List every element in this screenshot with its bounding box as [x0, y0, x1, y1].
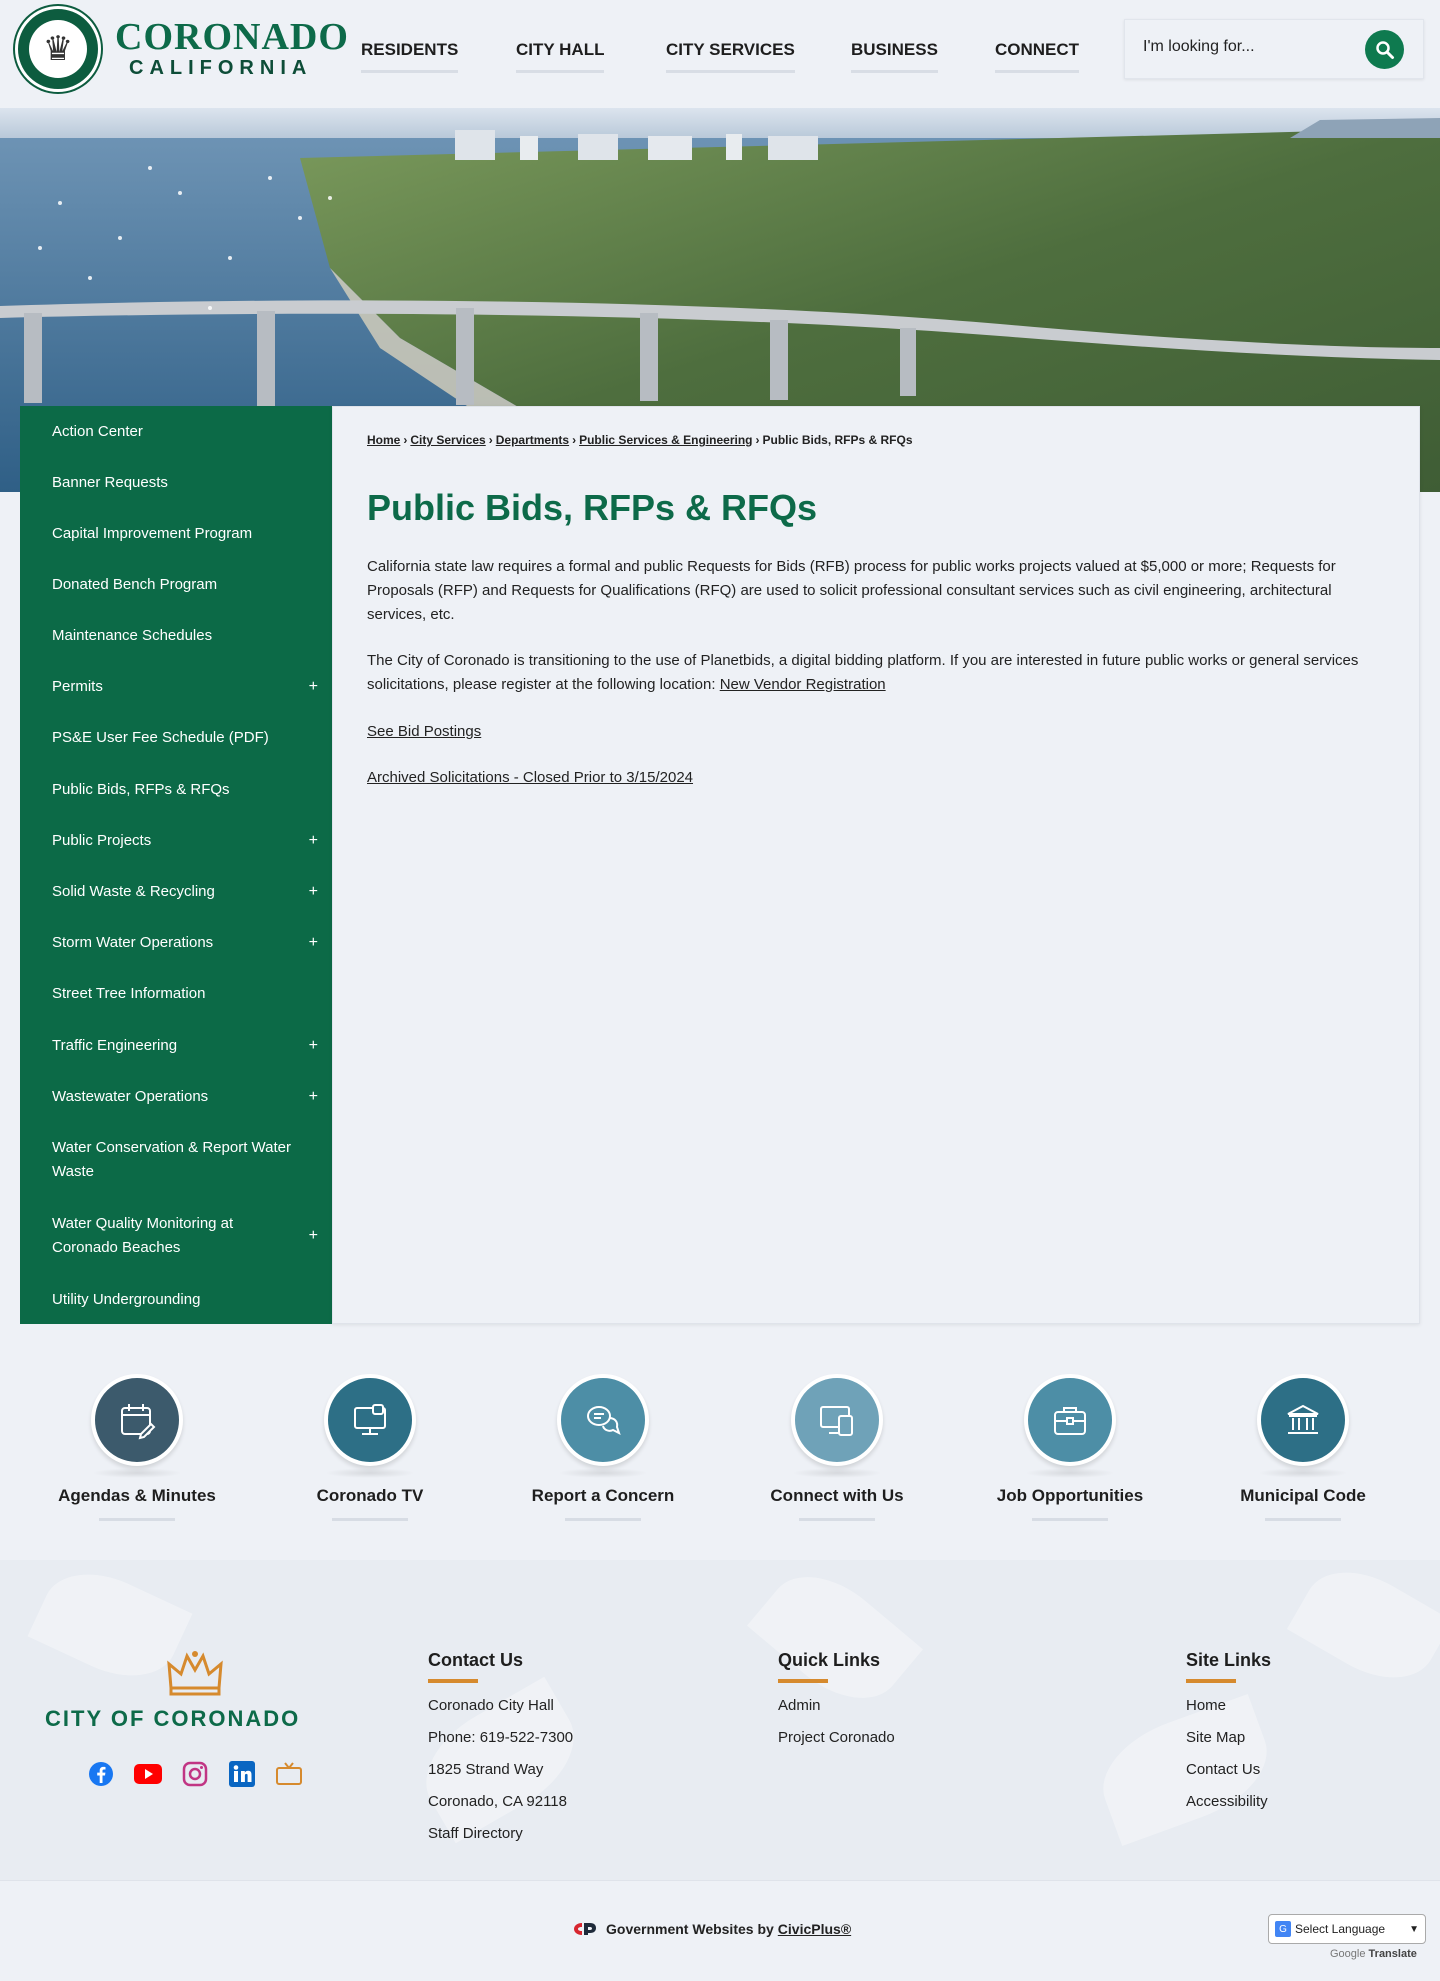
instagram-icon[interactable] [181, 1760, 209, 1788]
nav-city-services[interactable]: CITY SERVICES [666, 40, 795, 73]
footer-link-admin[interactable]: Admin [778, 1697, 821, 1714]
footer-link-contact[interactable]: Contact Us [1186, 1761, 1261, 1778]
breadcrumb-home[interactable]: Home [367, 433, 401, 447]
footer-heading: Site Links [1186, 1650, 1272, 1670]
heading-accent-bar [778, 1679, 828, 1683]
expand-icon[interactable]: + [308, 883, 318, 900]
icon-shadow [1025, 1468, 1115, 1478]
sidebar-item-label: PS&E User Fee Schedule (PDF) [52, 729, 269, 746]
devices-icon [791, 1374, 883, 1466]
planetbids-text: The City of Coronado is transitioning to the use of Planetbids, a digital bidding platform. If you are interested in future public works or general services solicitations, please register at the following location: [367, 652, 1359, 693]
underline-bar [332, 1518, 408, 1521]
tv-icon[interactable] [275, 1760, 303, 1788]
footer-heading: Quick Links [778, 1650, 881, 1670]
nav-residents[interactable]: RESIDENTS [361, 40, 458, 73]
sidebar-item-label: Public Projects [52, 832, 152, 849]
expand-icon[interactable]: + [308, 678, 318, 695]
chevron-down-icon: ▼ [1409, 1923, 1419, 1935]
page-title: Public Bids, RFPs & RFQs [367, 487, 818, 528]
breadcrumb [367, 433, 913, 447]
sidebar-item-traffic-engineering[interactable] [20, 1034, 332, 1058]
sidebar-item-storm-water[interactable] [20, 931, 332, 955]
sidebar-item-public-bids[interactable] [20, 778, 332, 802]
footer-site-links-column [1186, 1650, 1271, 1823]
logo-subtitle: CALIFORNIA [129, 57, 313, 79]
heading-accent-bar [1186, 1679, 1236, 1683]
nav-city-hall[interactable]: CITY HALL [516, 40, 604, 73]
underline-bar [565, 1518, 641, 1521]
breadcrumb-public-services[interactable]: Public Services & Engineering [579, 433, 753, 447]
quick-link-connect[interactable] [737, 1374, 937, 1521]
intro-paragraph: California state law requires a formal and public Requests for Bids (RFB) process for public works projects valued at $5,000 or more; Requests for Proposals (RFP) and Requests for Qualifications (RFQ) are used to solicit professional consultant services such as civil engineering, architectural services, etc. [367, 558, 1336, 623]
search-input[interactable] [1143, 38, 1363, 56]
sidebar-item-label: Traffic Engineering [52, 1037, 178, 1054]
underline-bar [1032, 1518, 1108, 1521]
footer-link-site-map[interactable]: Site Map [1186, 1729, 1246, 1746]
monitor-icon [324, 1374, 416, 1466]
quick-link-label: Coronado TV [316, 1486, 424, 1505]
sidebar-item-label: Water Quality Monitoring at Coronado Beaches [52, 1215, 234, 1256]
see-bid-postings-link[interactable]: See Bid Postings [367, 723, 482, 740]
sidebar-item-label: Street Tree Information [52, 985, 206, 1002]
footer-phone: Phone: 619-522-7300 [428, 1729, 574, 1746]
footer-link-accessibility[interactable]: Accessibility [1186, 1793, 1268, 1810]
civicplus-credit [572, 1921, 851, 1937]
footer-heading: Contact Us [428, 1650, 524, 1670]
heading-accent-bar [428, 1679, 478, 1683]
sidebar-item-utility-undergrounding[interactable] [20, 1288, 332, 1312]
google-translate-icon: G [1275, 1921, 1291, 1937]
search-box [1124, 19, 1424, 79]
leaf-pattern [1287, 1560, 1440, 1699]
sidebar-item-street-tree[interactable] [20, 982, 332, 1006]
quick-link-label: Connect with Us [770, 1486, 904, 1505]
breadcrumb-separator: › [572, 433, 577, 447]
language-select[interactable] [1268, 1914, 1426, 1944]
footer-address-line: Coronado City Hall [428, 1697, 554, 1714]
quick-link-coronado-tv[interactable] [270, 1374, 470, 1521]
sidebar-item-donated-bench[interactable] [20, 573, 332, 597]
footer-link-home[interactable]: Home [1186, 1697, 1227, 1714]
sidebar-item-solid-waste[interactable] [20, 880, 332, 904]
breadcrumb-separator: › [488, 433, 493, 447]
icon-shadow [558, 1468, 648, 1478]
breadcrumb-current: Public Bids, RFPs & RFQs [762, 433, 913, 447]
sidebar-item-public-projects[interactable] [20, 829, 332, 853]
nav-business[interactable]: BUSINESS [851, 40, 938, 73]
archived-solicitations-link[interactable]: Archived Solicitations - Closed Prior to 3/15/2024 [367, 769, 694, 786]
sidebar-item-label: Banner Requests [52, 474, 168, 491]
civicplus-link[interactable]: CivicPlus® [777, 1921, 852, 1937]
sidebar-item-label: Capital Improvement Program [52, 525, 253, 542]
expand-icon[interactable]: + [308, 1227, 318, 1244]
new-vendor-registration-link[interactable]: New Vendor Registration [719, 676, 886, 693]
quick-link-municipal-code[interactable] [1203, 1374, 1403, 1521]
quick-link-label: Report a Concern [531, 1486, 675, 1505]
planetbids-paragraph [367, 649, 1387, 697]
quick-link-label: Municipal Code [1240, 1486, 1366, 1505]
expand-icon[interactable]: + [308, 832, 318, 849]
sidebar-item-label: Water Conservation & Report Water Waste [52, 1139, 291, 1180]
crown-icon [165, 1650, 225, 1701]
main-content [332, 406, 1420, 1324]
sidebar-item-pse-fee-schedule[interactable] [20, 726, 332, 750]
breadcrumb-city-services[interactable]: City Services [410, 433, 486, 447]
sidebar-item-label: Maintenance Schedules [52, 627, 213, 644]
breadcrumb-separator: › [403, 433, 408, 447]
nav-connect[interactable]: CONNECT [995, 40, 1079, 73]
breadcrumb-departments[interactable]: Departments [495, 433, 570, 447]
footer-link-project-coronado[interactable]: Project Coronado [778, 1729, 895, 1746]
icon-shadow [792, 1468, 882, 1478]
sidebar-item-permits[interactable] [20, 675, 332, 699]
quick-link-report-concern[interactable] [503, 1374, 703, 1521]
civicplus-text: Government Websites by [606, 1921, 774, 1937]
quick-link-jobs[interactable] [970, 1374, 1170, 1521]
sidebar-item-label: Action Center [52, 423, 143, 440]
powered-google-text: Google [1330, 1948, 1366, 1960]
footer-staff-directory-link[interactable]: Staff Directory [428, 1825, 523, 1842]
icon-shadow [92, 1468, 182, 1478]
sidebar-item-water-conservation[interactable] [20, 1136, 332, 1184]
footer-quick-links-column [778, 1650, 895, 1759]
footer-contact-column [428, 1650, 573, 1855]
icon-shadow [1258, 1468, 1348, 1478]
expand-icon[interactable]: + [308, 1088, 318, 1105]
building-columns-icon [1257, 1374, 1349, 1466]
facebook-icon[interactable] [87, 1760, 115, 1788]
breadcrumb-separator: › [755, 433, 760, 447]
briefcase-icon [1024, 1374, 1116, 1466]
site-logo[interactable] [115, 18, 349, 80]
sidebar-item-label: Wastewater Operations [52, 1088, 209, 1105]
youtube-icon[interactable] [134, 1760, 162, 1788]
footer-address-line: 1825 Strand Way [428, 1761, 544, 1778]
expand-icon[interactable]: + [308, 1037, 318, 1054]
sidebar-item-label: Utility Undergrounding [52, 1291, 201, 1308]
footer-logo-text[interactable]: CITY OF CORONADO [45, 1706, 301, 1731]
sidebar-item-maintenance-schedules[interactable] [20, 624, 332, 648]
quick-link-label: Job Opportunities [996, 1486, 1144, 1505]
powered-by-google[interactable] [1330, 1948, 1417, 1960]
sidebar-item-wastewater[interactable] [20, 1085, 332, 1109]
site-header [0, 0, 1440, 108]
bottom-bar [0, 1880, 1440, 1981]
sidebar-item-action-center[interactable] [20, 420, 332, 444]
language-select-label: Select Language [1295, 1922, 1386, 1936]
footer-address-line: Coronado, CA 92118 [428, 1793, 567, 1810]
site-footer [0, 1560, 1440, 1880]
underline-bar [799, 1518, 875, 1521]
quick-link-label: Agendas & Minutes [58, 1486, 216, 1505]
sidebar-item-water-quality[interactable] [20, 1212, 332, 1260]
crown-icon: ♛ [29, 20, 87, 78]
sidebar-item-label: Donated Bench Program [52, 576, 218, 593]
sidebar-nav [20, 406, 332, 1324]
sidebar-item-label: Storm Water Operations [52, 934, 214, 951]
civicplus-logo-icon [572, 1921, 598, 1937]
chat-bubbles-icon [557, 1374, 649, 1466]
sidebar-item-label: Permits [52, 678, 103, 695]
logo-title: CORONADO [115, 16, 349, 58]
quick-link-agendas[interactable] [37, 1374, 237, 1521]
search-button[interactable] [1365, 30, 1404, 69]
sidebar-item-banner-requests[interactable] [20, 471, 332, 495]
sidebar-item-capital-improvement[interactable] [20, 522, 332, 546]
sidebar-item-label: Solid Waste & Recycling [52, 883, 215, 900]
sidebar-item-label: Public Bids, RFPs & RFQs [52, 781, 230, 798]
powered-translate-text: Translate [1368, 1948, 1417, 1960]
search-icon [1375, 40, 1395, 60]
underline-bar [1265, 1518, 1341, 1521]
underline-bar [99, 1518, 175, 1521]
linkedin-icon[interactable] [228, 1760, 256, 1788]
icon-shadow [325, 1468, 415, 1478]
expand-icon[interactable]: + [308, 934, 318, 951]
city-seal-logo[interactable] [15, 6, 101, 92]
calendar-edit-icon [91, 1374, 183, 1466]
